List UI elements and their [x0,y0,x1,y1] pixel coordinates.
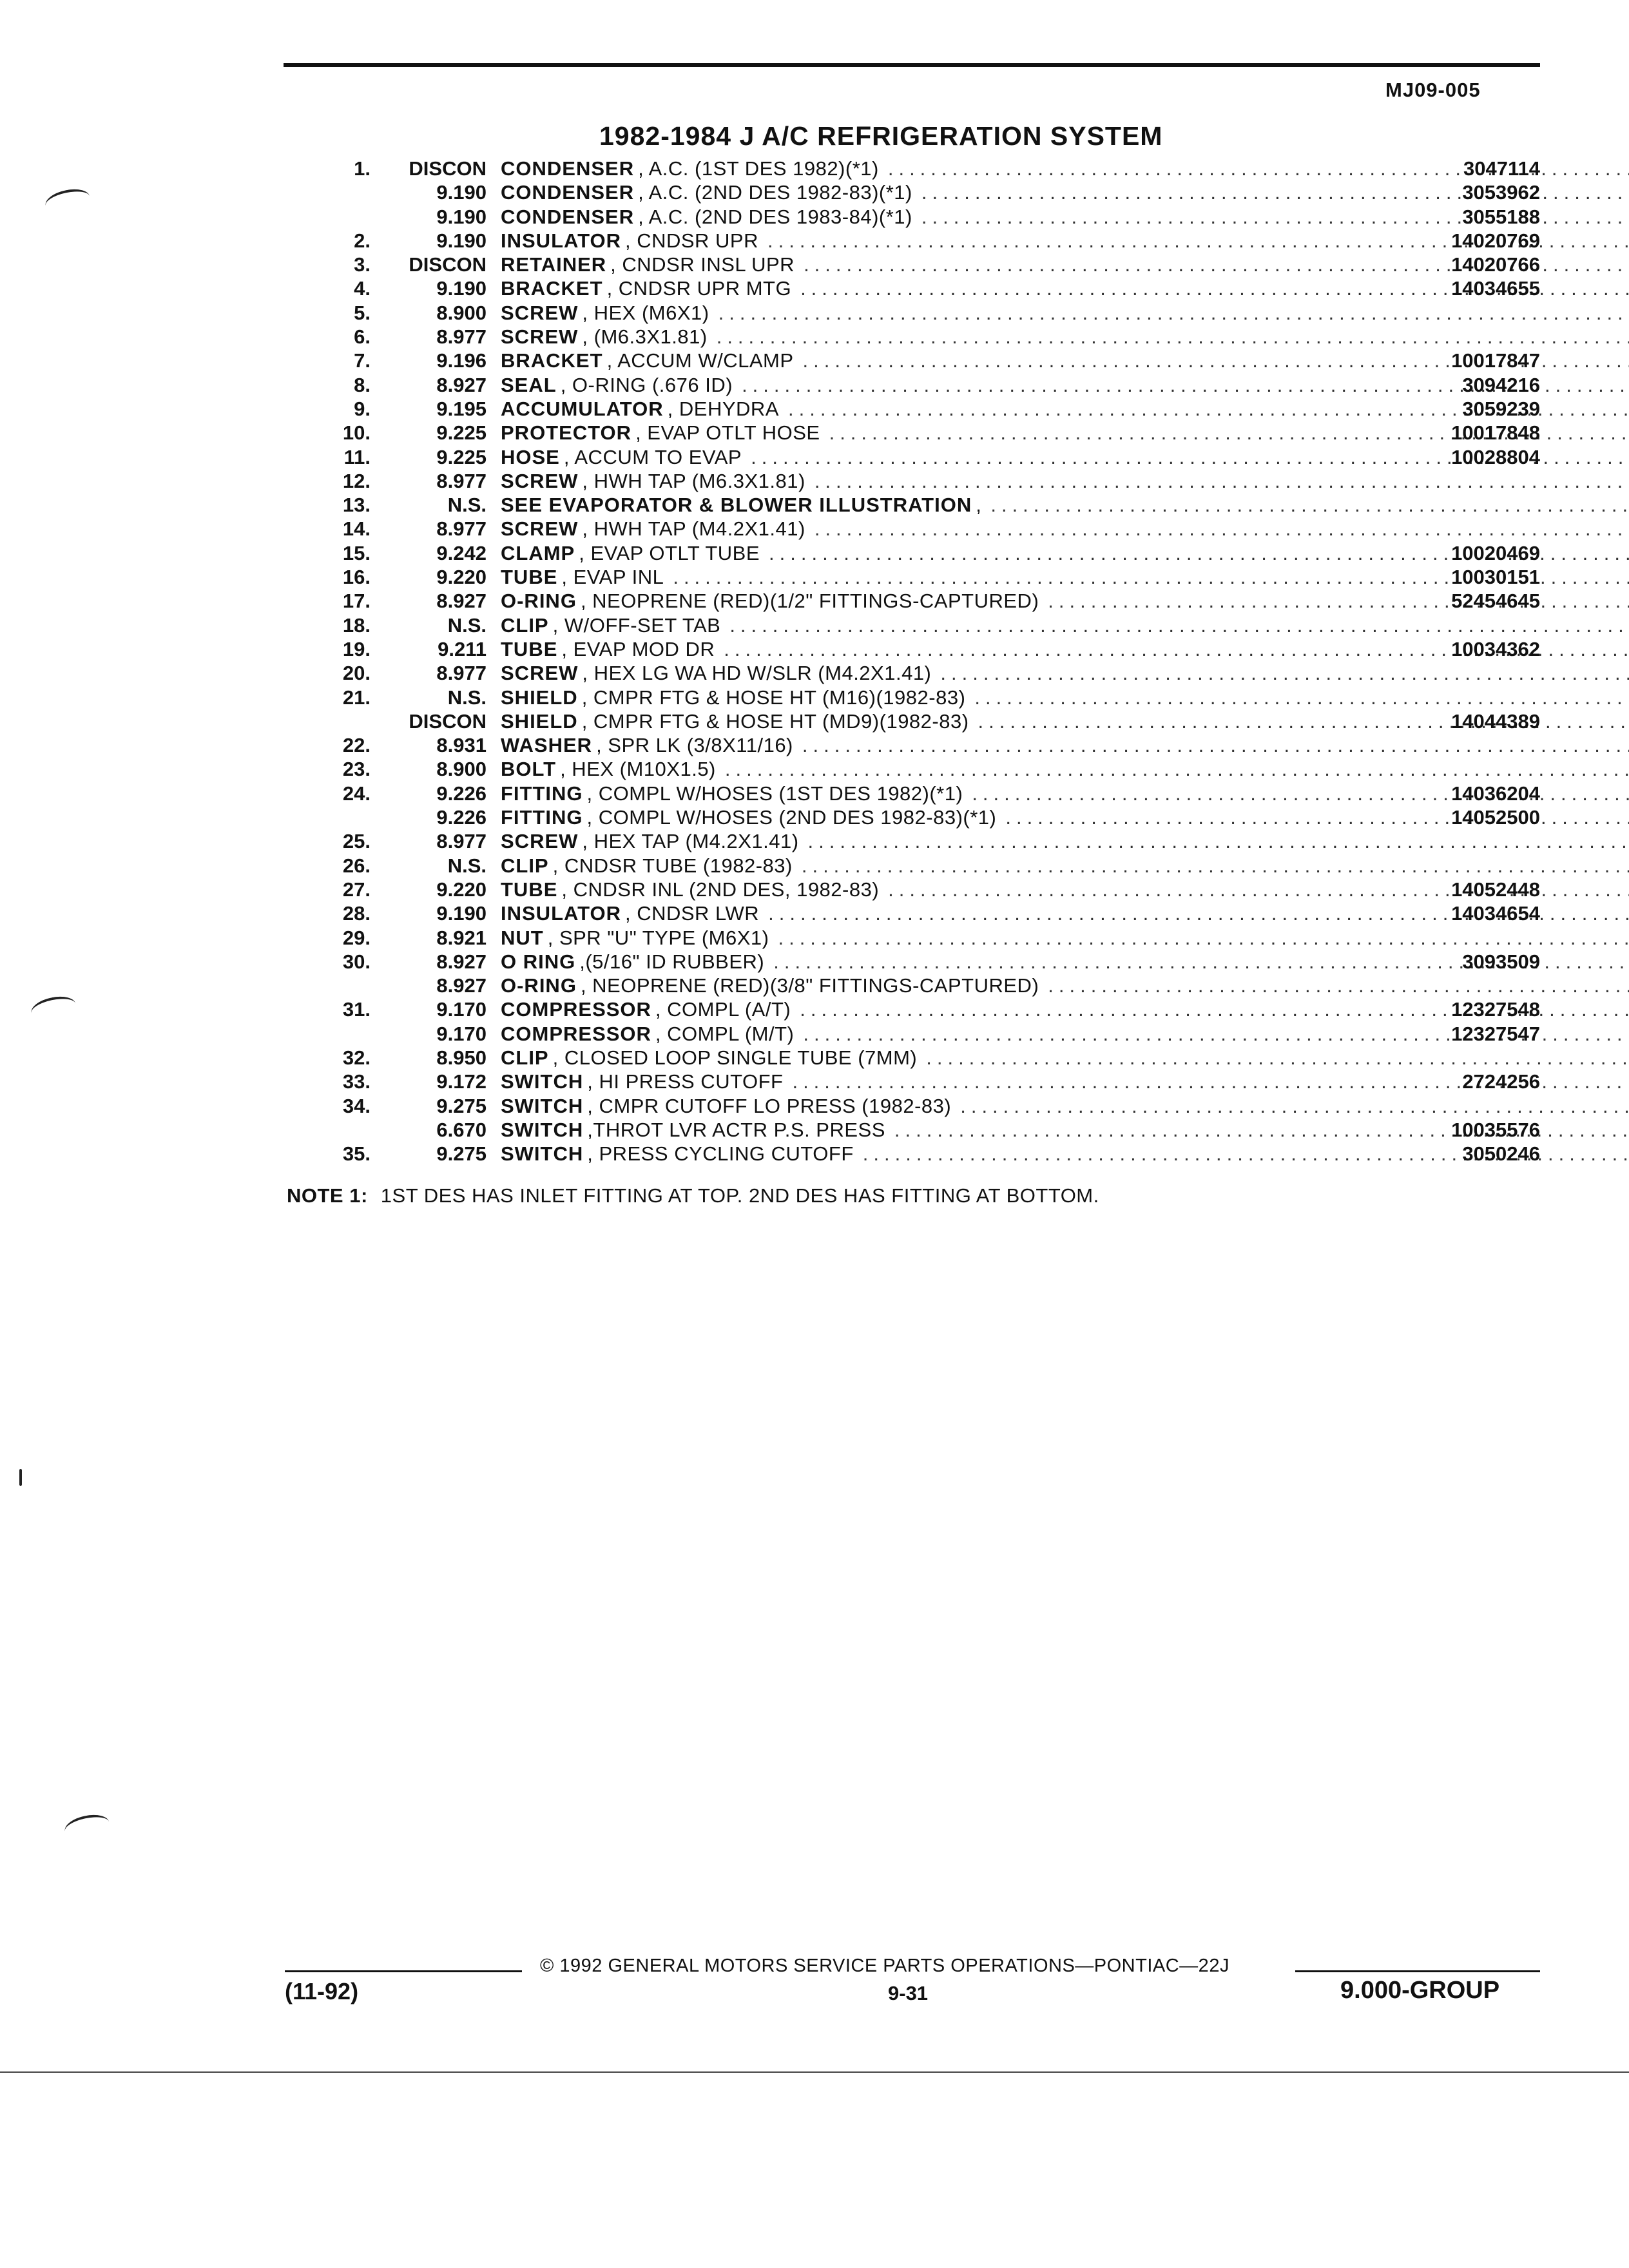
part-row [284,974,1540,997]
part-qualifier: , (M6.3X1.81) [582,325,708,349]
group-code: 9.275 [436,1094,487,1117]
part-name: SEE EVAPORATOR & BLOWER ILLUSTRATION [501,494,972,517]
item-number: 15. [342,541,371,564]
part-description [501,950,1629,974]
part-qualifier: , A.C. (2ND DES 1982-83)(*1) [638,181,912,204]
item-number: 7. [354,349,371,372]
part-description [501,397,1629,421]
group-code: 8.977 [436,830,487,853]
part-row [284,157,1540,180]
part-number: 3059239 [1462,397,1540,420]
binder-mark [29,993,78,1024]
part-name: WASHER [501,734,593,757]
group-code: 9.220 [436,878,487,901]
parts-list [284,157,1540,1166]
part-description [501,926,1629,950]
part-number: 3094216 [1462,373,1540,396]
part-number: 10030151 [1451,566,1540,589]
part-qualifier: , A.C. (2ND DES 1983-84)(*1) [638,205,912,228]
group-code: 9.170 [436,998,487,1021]
part-name: TUBE [501,878,558,901]
part-name: SEAL [501,373,557,396]
part-name: SCREW [501,830,579,853]
part-qualifier: , HEX (M6X1) [582,301,709,324]
part-name: SCREW [501,325,579,349]
part-qualifier: , COMPL W/HOSES (1ST DES 1982)(*1) [586,782,963,805]
dot-leader [802,854,1629,878]
group-code: 9.242 [436,541,487,564]
part-description [501,373,1629,397]
part-row [284,757,1540,781]
part-description [501,180,1629,204]
item-number: 30. [342,950,371,973]
item-number: 21. [342,686,371,709]
part-qualifier: , EVAP MOD DR [561,637,715,660]
dot-leader [718,301,1629,325]
part-number: 14052448 [1451,878,1540,901]
part-name: BRACKET [501,277,603,300]
dot-leader [808,829,1629,853]
group-code: 8.977 [436,517,487,541]
part-name: FITTING [501,806,583,829]
part-name: CLIP [501,854,549,877]
part-row [284,589,1540,613]
part-row [284,276,1540,300]
part-name: PROTECTOR [501,421,632,445]
item-number: 29. [342,926,371,949]
part-row [284,1022,1540,1046]
part-name: SHIELD [501,686,578,709]
binder-mark [43,186,92,216]
part-number: 10017847 [1451,349,1540,372]
item-number: 32. [342,1046,371,1069]
part-row [284,1046,1540,1070]
item-number: 2. [354,229,371,252]
part-name: O-RING [501,974,577,997]
part-row [284,493,1540,517]
part-row [284,733,1540,757]
part-qualifier: , HEX (M10X1.5) [560,758,716,781]
item-number: 14. [342,517,371,541]
part-qualifier: , HEX LG WA HD W/SLR (M4.2X1.41) [582,662,932,685]
part-description [501,469,1629,493]
part-row [284,997,1540,1021]
part-description [501,757,1629,781]
group-code: N.S. [447,854,487,877]
item-number: 26. [342,854,371,877]
group-code: 9.190 [436,277,487,300]
part-number: 2724256 [1462,1070,1540,1093]
footer-rule-left [285,1970,522,1972]
item-number: 8. [354,373,371,396]
part-qualifier: , CLOSED LOOP SINGLE TUBE (7MM) [552,1046,918,1069]
part-row [284,205,1540,229]
group-code: 8.950 [436,1046,487,1069]
part-number: 10020469 [1451,541,1540,564]
group-code: DISCON [409,253,487,276]
part-qualifier: , CNDSR LWR [624,902,760,925]
part-qualifier: , CNDSR TUBE (1982-83) [552,854,793,877]
part-row [284,445,1540,469]
item-number: 33. [342,1070,371,1093]
item-number: 12. [342,469,371,492]
part-number: 14052500 [1451,806,1540,829]
part-description [501,493,1629,517]
item-number: 10. [342,421,371,445]
part-row [284,926,1540,950]
part-qualifier: , CNDSR UPR MTG [606,277,792,300]
part-number: 14044389 [1451,709,1540,733]
dot-leader [778,926,1629,950]
part-number: 14036204 [1451,782,1540,805]
part-name: SCREW [501,517,579,541]
part-qualifier: , COMPL W/HOSES (2ND DES 1982-83)(*1) [586,806,997,829]
dot-leader [729,613,1629,637]
part-qualifier: , NEOPRENE (RED)(3/8" FITTINGS-CAPTURED) [580,974,1039,997]
part-number: 14034654 [1451,902,1540,925]
item-number: 35. [342,1142,371,1166]
part-qualifier: , HWH TAP (M4.2X1.41) [582,517,805,541]
item-number: 17. [342,590,371,613]
part-description [501,613,1629,637]
part-row [284,565,1540,589]
document-id: MJ09-005 [1385,79,1481,101]
part-qualifier: , W/OFF-SET TAB [552,613,721,637]
part-row [284,805,1540,829]
part-name: CLIP [501,613,549,637]
part-name: ACCUMULATOR [501,397,664,420]
item-number: 28. [342,902,371,925]
part-description [501,1094,1629,1118]
part-name: SWITCH [501,1070,584,1093]
part-name: CONDENSER [501,157,635,180]
group-code: 9.196 [436,349,487,372]
part-number: 3053962 [1462,181,1540,204]
group-code: 9.225 [436,421,487,445]
part-number: 14034655 [1451,277,1540,300]
footer-rule-right [1295,1970,1540,1972]
part-row [284,661,1540,685]
part-row [284,1118,1540,1142]
part-description [501,205,1629,229]
part-qualifier: , A.C. (1ST DES 1982)(*1) [638,157,879,180]
part-name: CLIP [501,1046,549,1069]
part-name: COMPRESSOR [501,1022,651,1045]
group-code: 8.921 [436,926,487,949]
part-qualifier: , CMPR FTG & HOSE HT (MD9)(1982-83) [581,709,969,733]
group-code: 8.900 [436,301,487,324]
dot-leader [815,469,1629,493]
part-qualifier: , EVAP OTLT HOSE [635,421,820,445]
part-description [501,974,1629,997]
footnote [287,1184,1099,1207]
dot-leader [717,325,1629,349]
part-number: 3047114 [1463,157,1540,180]
part-number: 10035576 [1451,1118,1540,1141]
part-qualifier: , SPR LK (3/8X11/16) [596,734,793,757]
group-code: 8.977 [436,325,487,349]
item-number: 6. [354,325,371,349]
group-code: 9.225 [436,445,487,468]
part-qualifier: , HEX TAP (M4.2X1.41) [582,830,799,853]
group-code: 9.190 [436,181,487,204]
note-label: NOTE 1: [287,1184,368,1207]
group-code: 8.900 [436,758,487,781]
part-name: BRACKET [501,349,603,372]
part-qualifier: ,THROT LVR ACTR P.S. PRESS [587,1118,885,1141]
part-name: SCREW [501,469,579,492]
part-name: CONDENSER [501,205,635,228]
part-qualifier: , COMPL (A/T) [655,998,791,1021]
part-row [284,782,1540,805]
item-number: 27. [342,878,371,901]
item-number: 24. [342,782,371,805]
part-qualifier: , ACCUM W/CLAMP [606,349,794,372]
part-row [284,180,1540,204]
part-name: NUT [501,926,544,949]
part-number: 12327548 [1451,998,1540,1021]
scan-mark [19,1469,22,1486]
item-number: 4. [354,277,371,300]
part-name: COMPRESSOR [501,998,651,1021]
part-name: INSULATOR [501,229,621,252]
item-number: 9. [354,397,371,420]
bottom-rule [0,2071,1629,2073]
item-number: 31. [342,998,371,1021]
part-name: TUBE [501,566,558,589]
group-code: 9.211 [438,637,487,660]
part-name: CONDENSER [501,181,635,204]
part-row [284,950,1540,974]
group-code: N.S. [447,613,487,637]
dot-leader [725,757,1629,781]
part-qualifier: , HWH TAP (M6.3X1.81) [582,469,805,492]
part-name: RETAINER [501,253,607,276]
part-description [501,1046,1629,1070]
part-row [284,613,1540,637]
dot-leader [1048,589,1629,613]
dot-leader [940,661,1629,685]
part-number: 12327547 [1451,1022,1540,1045]
part-description [501,157,1629,180]
item-number: 25. [342,830,371,853]
group-code: 8.931 [436,734,487,757]
item-number: 23. [342,758,371,781]
part-qualifier: , CMPR FTG & HOSE HT (M16)(1982-83) [581,686,966,709]
item-number: 11. [343,445,371,468]
group-code: 9.170 [436,1022,487,1045]
group-code: 9.275 [436,1142,487,1166]
group-code: 6.670 [436,1118,487,1141]
part-qualifier: ,(5/16" ID RUBBER) [579,950,765,973]
part-description [501,854,1629,878]
dot-leader [960,1094,1629,1118]
part-qualifier: , PRESS CYCLING CUTOFF [587,1142,854,1166]
part-qualifier: , ACCUM TO EVAP [563,445,742,468]
item-number: 20. [342,662,371,685]
part-number: 10017848 [1451,421,1540,445]
part-row [284,686,1540,709]
part-description [501,733,1629,757]
part-name: SWITCH [501,1118,584,1141]
part-name: FITTING [501,782,583,805]
group-code: DISCON [409,709,487,733]
group-code: 9.226 [436,806,487,829]
part-row [284,829,1540,853]
item-number: 16. [342,566,371,589]
part-number: 14020766 [1451,253,1540,276]
group-code: 8.977 [436,469,487,492]
group-code: 9.172 [436,1070,487,1093]
group-code: N.S. [447,494,487,517]
item-number: 22. [342,734,371,757]
part-description [501,1070,1629,1093]
group-code: 9.190 [436,902,487,925]
part-name: BOLT [501,758,557,781]
part-name: SWITCH [501,1094,584,1117]
page-number: 9-31 [888,1982,929,2004]
part-row [284,325,1540,349]
group-code: 9.190 [436,205,487,228]
binder-mark [63,1811,111,1842]
group-code: 8.927 [436,974,487,997]
part-name: SCREW [501,662,579,685]
part-number: 10028804 [1451,445,1540,468]
group-code: 8.927 [436,950,487,973]
part-name: SCREW [501,301,579,324]
part-qualifier: , [976,494,982,517]
part-name: HOSE [501,445,560,468]
part-qualifier: , CNDSR UPR [624,229,758,252]
group-code: DISCON [409,157,487,180]
part-row [284,878,1540,901]
part-qualifier: , EVAP INL [561,566,664,589]
part-qualifier: , NEOPRENE (RED)(1/2" FITTINGS-CAPTURED) [580,590,1039,613]
item-number: 19. [342,637,371,660]
group-code: 9.220 [436,566,487,589]
part-name: INSULATOR [501,902,621,925]
part-row [284,421,1540,445]
part-row [284,301,1540,325]
revision-date: (11-92) [285,1978,359,2004]
item-number: 5. [354,301,371,324]
part-name: CLAMP [501,541,575,564]
copyright-line: © 1992 GENERAL MOTORS SERVICE PARTS OPERATIONS—PONTIAC—22J [540,1956,1229,1976]
part-row [284,901,1540,925]
part-qualifier: , HI PRESS CUTOFF [587,1070,784,1093]
item-number: 1. [354,157,371,180]
part-name: SHIELD [501,709,578,733]
item-number: 18. [342,613,371,637]
part-qualifier: , EVAP OTLT TUBE [579,541,760,564]
group-code: 8.927 [436,590,487,613]
item-number: 3. [354,253,371,276]
part-description [501,325,1629,349]
part-qualifier: , O-RING (.676 ID) [560,373,733,396]
part-row [284,1142,1540,1166]
group-code: 8.977 [436,662,487,685]
part-row [284,373,1540,397]
part-qualifier: , DEHYDRA [667,397,779,420]
part-number: 3050246 [1462,1142,1540,1166]
group-code: N.S. [447,686,487,709]
part-row [284,253,1540,276]
part-row [284,397,1540,421]
top-rule [284,63,1540,67]
dot-leader [990,493,1629,517]
part-row [284,469,1540,493]
item-number: 34. [342,1094,371,1117]
group-code: 8.927 [436,373,487,396]
part-description [501,301,1629,325]
part-row [284,709,1540,733]
note-text: 1ST DES HAS INLET FITTING AT TOP. 2ND DES HAS FITTING AT BOTTOM. [380,1184,1099,1207]
part-number: 3055188 [1462,205,1540,228]
dot-leader [802,733,1629,757]
part-number: 3093509 [1462,950,1540,973]
part-name: TUBE [501,637,558,660]
group-code: 9.195 [436,397,487,420]
dot-leader [926,1046,1629,1070]
part-description [501,517,1629,541]
part-number: 52454645 [1451,590,1540,613]
dot-leader [1048,974,1629,997]
part-row [284,1070,1540,1093]
page-title: 1982-1984 J A/C REFRIGERATION SYSTEM [599,121,1163,151]
part-description [501,661,1629,685]
group-number: 9.000-GROUP [1340,1977,1500,2004]
dot-leader [974,686,1629,709]
group-code: 9.226 [436,782,487,805]
part-row [284,349,1540,372]
part-number: 14020769 [1451,229,1540,252]
part-row [284,854,1540,878]
part-name: O-RING [501,590,577,613]
part-description [501,829,1629,853]
part-name: SWITCH [501,1142,584,1166]
part-row [284,517,1540,541]
part-description [501,1142,1629,1166]
part-row [284,229,1540,253]
part-name: O RING [501,950,576,973]
part-qualifier: , COMPL (M/T) [655,1022,795,1045]
part-qualifier: , CNDSR INL (2ND DES, 1982-83) [561,878,880,901]
dot-leader [815,517,1629,541]
group-code: 9.190 [436,229,487,252]
part-qualifier: , CNDSR INSL UPR [610,253,795,276]
part-number: 10034362 [1451,637,1540,660]
item-number: 13. [342,494,371,517]
part-row [284,541,1540,565]
part-row [284,637,1540,661]
part-qualifier: , CMPR CUTOFF LO PRESS (1982-83) [587,1094,952,1117]
part-row [284,1094,1540,1118]
part-qualifier: , SPR "U" TYPE (M6X1) [547,926,769,949]
part-description [501,686,1629,709]
